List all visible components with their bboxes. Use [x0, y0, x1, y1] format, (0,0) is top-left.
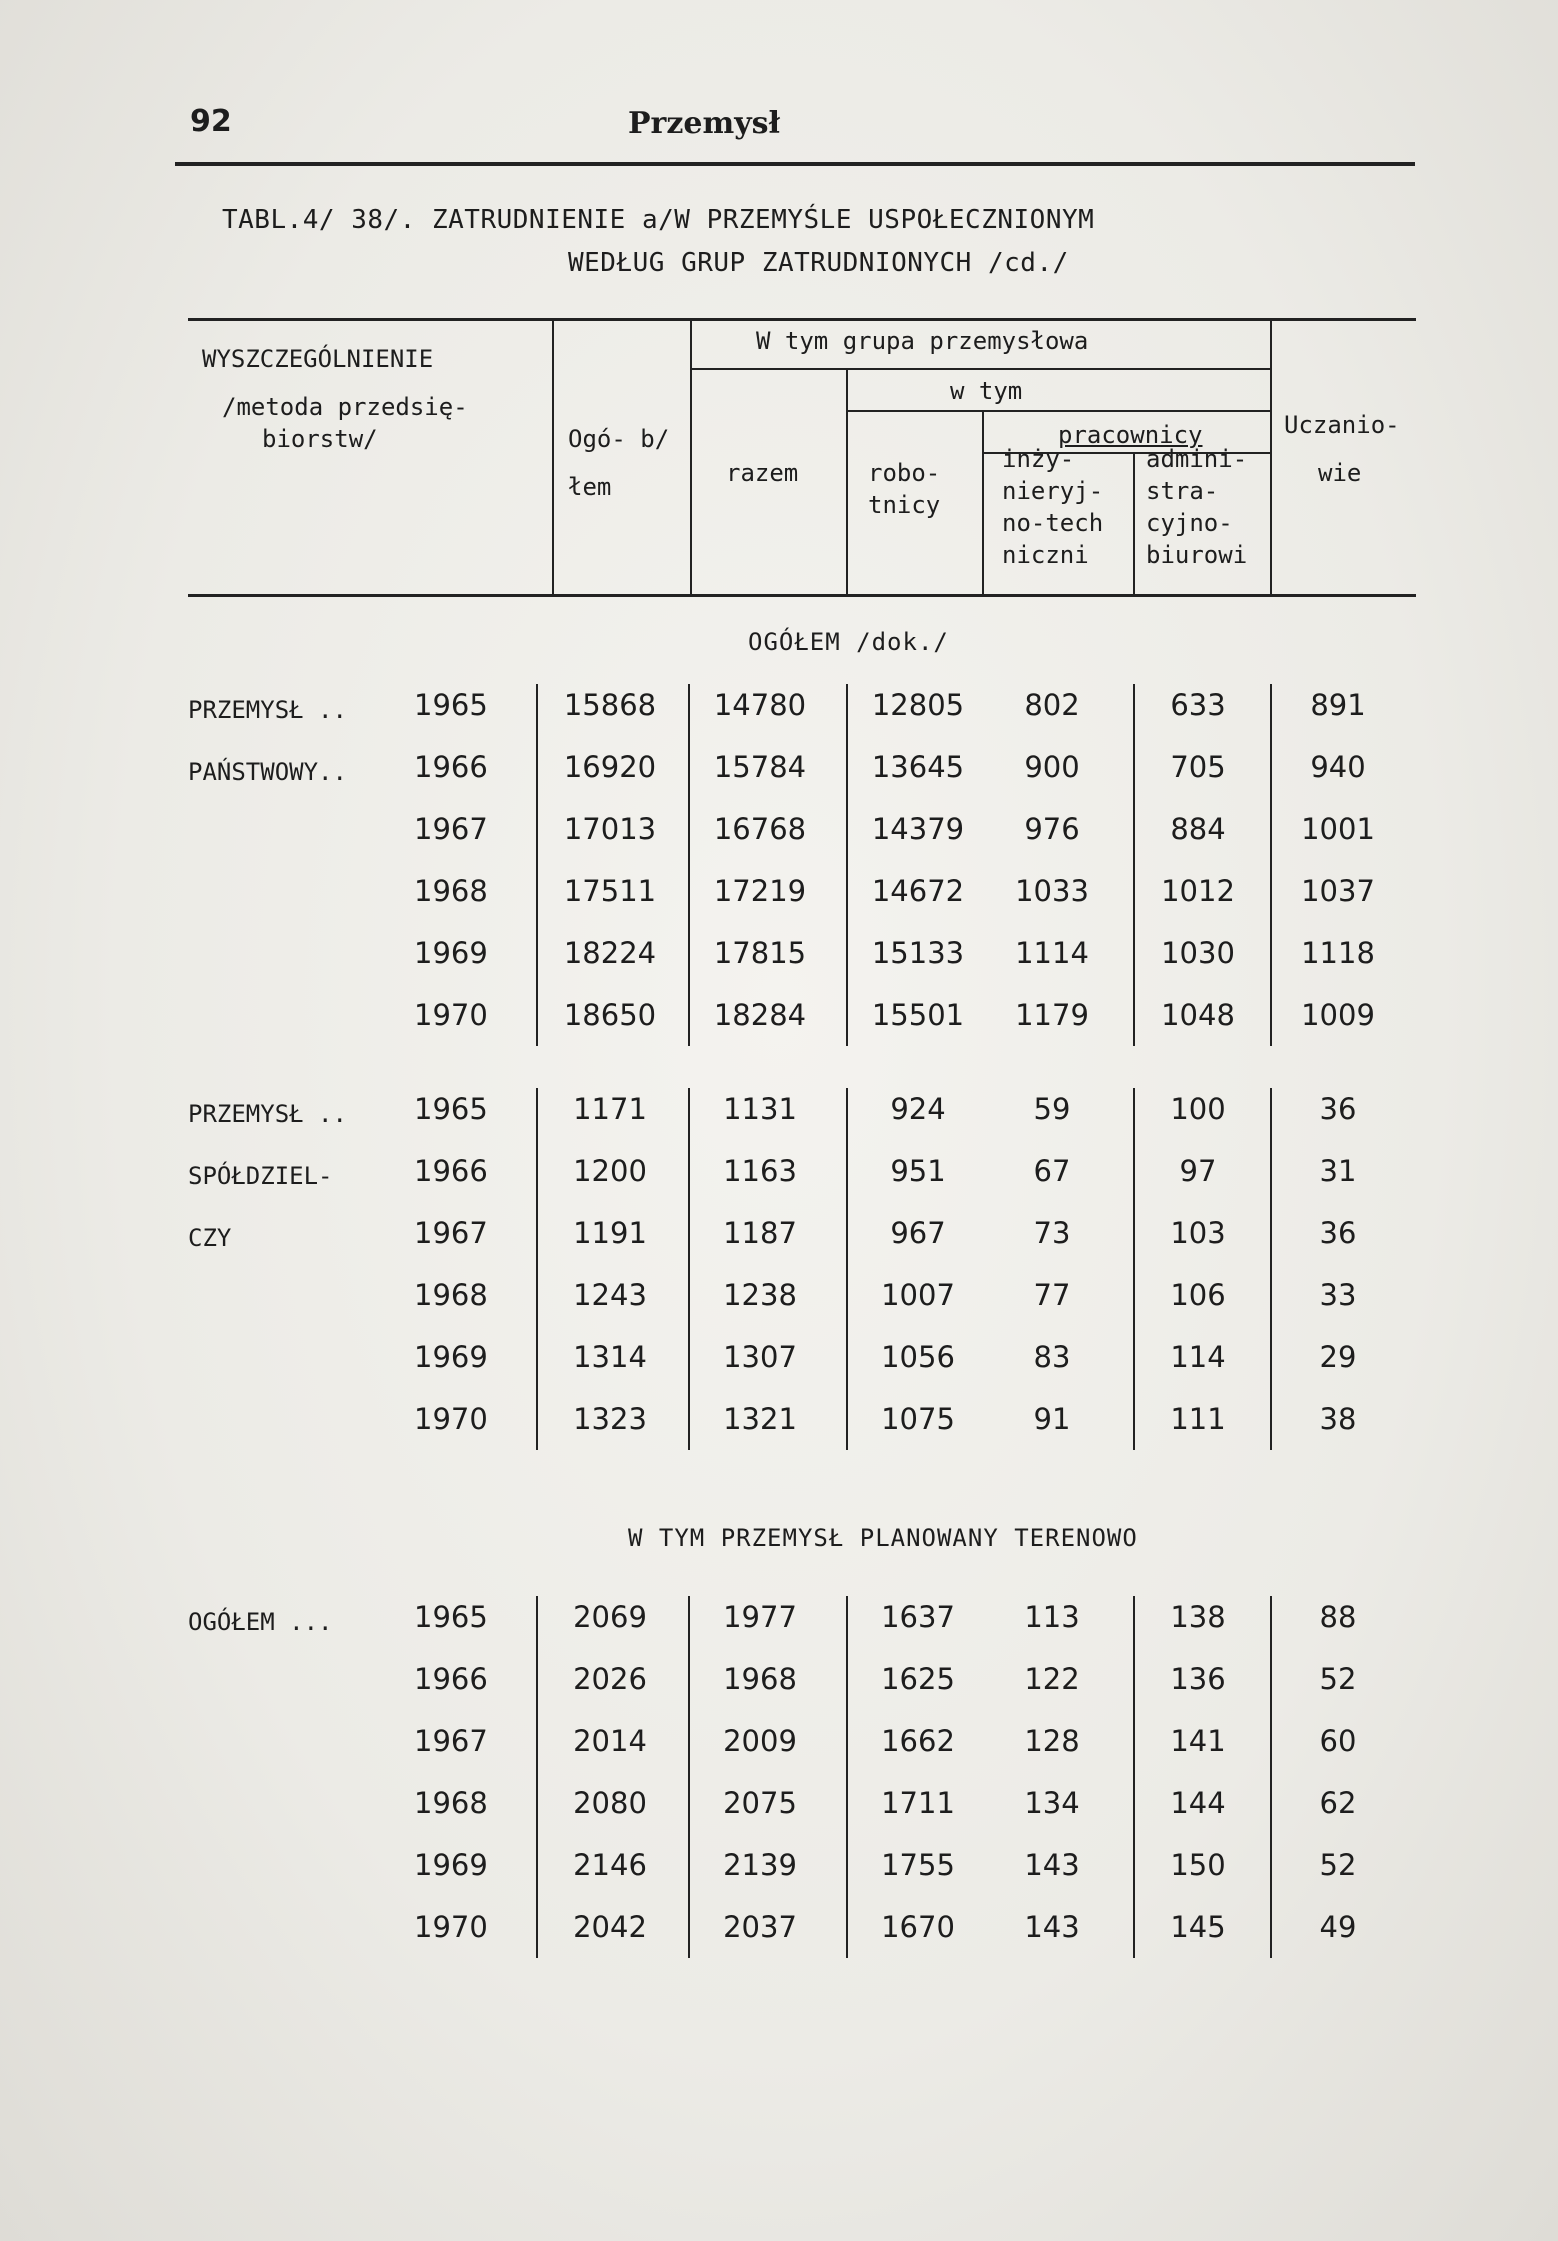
value-cell: 12805 [871, 688, 965, 722]
uczniowie-header-2: wie [1318, 459, 1362, 487]
value-cell: 33 [1319, 1278, 1357, 1312]
value-cell: 144 [1170, 1786, 1226, 1820]
value-cell: 1323 [573, 1402, 647, 1436]
value-cell: 1637 [881, 1600, 955, 1634]
value-cell: 143 [1024, 1848, 1080, 1882]
column-rule [536, 684, 538, 1046]
value-cell: 16768 [713, 812, 807, 846]
value-cell: 1314 [573, 1340, 647, 1374]
year-cell: 1967 [414, 1724, 488, 1758]
group-label: PRZEMYSŁ .. [188, 1100, 347, 1128]
value-cell: 1977 [723, 1600, 797, 1634]
value-cell: 145 [1170, 1910, 1226, 1944]
value-cell: 14780 [713, 688, 807, 722]
value-cell: 2037 [723, 1910, 797, 1944]
value-cell: 1163 [723, 1154, 797, 1188]
column-rule [1133, 684, 1135, 1046]
value-cell: 967 [890, 1216, 946, 1250]
page-number: 92 [190, 104, 232, 139]
razem-header: razem [726, 459, 799, 487]
value-cell: 18284 [713, 998, 807, 1032]
value-cell: 884 [1170, 812, 1226, 846]
value-cell: 17815 [713, 936, 807, 970]
header-divider [552, 320, 554, 594]
uczniowie-header-1: Uczanio- [1284, 411, 1400, 439]
year-cell: 1967 [414, 812, 488, 846]
column-rule [536, 1596, 538, 1958]
value-cell: 1711 [881, 1786, 955, 1820]
header-divider [1133, 452, 1135, 594]
column-rule [688, 1596, 690, 1958]
value-cell: 1670 [881, 1910, 955, 1944]
adm-header-2: stra- [1146, 477, 1219, 505]
header-bottom-rule [188, 594, 1416, 597]
value-cell: 122 [1024, 1662, 1080, 1696]
adm-header-1: admini- [1146, 445, 1248, 473]
value-cell: 940 [1310, 750, 1366, 784]
year-cell: 1965 [414, 1600, 488, 1634]
ogolem-header-2: łem [568, 473, 612, 501]
value-cell: 802 [1024, 688, 1080, 722]
stub-header-2: /metoda przedsię- [222, 393, 468, 421]
value-cell: 88 [1319, 1600, 1357, 1634]
value-cell: 62 [1319, 1786, 1357, 1820]
value-cell: 15501 [871, 998, 965, 1032]
value-cell: 1171 [573, 1092, 647, 1126]
value-cell: 1007 [881, 1278, 955, 1312]
group-label: PRZEMYSŁ .. [188, 696, 347, 724]
header-divider [982, 412, 984, 594]
column-rule [1270, 1088, 1272, 1450]
table-title-line1: TABL.4/ 38/. ZATRUDNIENIE a/W PRZEMYŚLE USPOŁECZNIONYM [222, 205, 1095, 235]
value-cell: 31 [1319, 1154, 1357, 1188]
group-label: SPÓŁDZIEL- [188, 1162, 333, 1190]
value-cell: 17013 [563, 812, 657, 846]
value-cell: 91 [1033, 1402, 1071, 1436]
value-cell: 17511 [563, 874, 657, 908]
value-cell: 14672 [871, 874, 965, 908]
value-cell: 60 [1319, 1724, 1357, 1758]
value-cell: 1243 [573, 1278, 647, 1312]
value-cell: 16920 [563, 750, 657, 784]
stub-header-1: WYSZCZEGÓLNIENIE [202, 345, 434, 373]
value-cell: 1179 [1015, 998, 1089, 1032]
column-rule [1133, 1596, 1135, 1958]
value-cell: 1307 [723, 1340, 797, 1374]
value-cell: 106 [1170, 1278, 1226, 1312]
value-cell: 1200 [573, 1154, 647, 1188]
header-divider [846, 370, 848, 594]
robotnicy-header-2: tnicy [868, 491, 941, 519]
value-cell: 59 [1033, 1092, 1071, 1126]
value-cell: 36 [1319, 1092, 1357, 1126]
value-cell: 705 [1170, 750, 1226, 784]
inz-header-1: inży- [1002, 445, 1075, 473]
value-cell: 100 [1170, 1092, 1226, 1126]
value-cell: 1625 [881, 1662, 955, 1696]
ogolem-header-1: Ogó- b/ [568, 425, 670, 453]
value-cell: 143 [1024, 1910, 1080, 1944]
value-cell: 15133 [871, 936, 965, 970]
value-cell: 111 [1170, 1402, 1226, 1436]
value-cell: 2014 [573, 1724, 647, 1758]
value-cell: 103 [1170, 1216, 1226, 1250]
value-cell: 891 [1310, 688, 1366, 722]
value-cell: 1048 [1161, 998, 1235, 1032]
page-title: Przemysł [628, 106, 781, 141]
adm-header-4: biurowi [1146, 541, 1248, 569]
value-cell: 924 [890, 1092, 946, 1126]
value-cell: 97 [1179, 1154, 1217, 1188]
value-cell: 1056 [881, 1340, 955, 1374]
header-divider [1270, 320, 1272, 594]
value-cell: 113 [1024, 1600, 1080, 1634]
year-cell: 1965 [414, 688, 488, 722]
inz-header-2: nieryj- [1002, 477, 1104, 505]
value-cell: 1755 [881, 1848, 955, 1882]
value-cell: 1033 [1015, 874, 1089, 908]
value-cell: 2026 [573, 1662, 647, 1696]
value-cell: 138 [1170, 1600, 1226, 1634]
value-cell: 2080 [573, 1786, 647, 1820]
column-rule [846, 1596, 848, 1958]
year-cell: 1967 [414, 1216, 488, 1250]
value-cell: 13645 [871, 750, 965, 784]
value-cell: 1187 [723, 1216, 797, 1250]
value-cell: 900 [1024, 750, 1080, 784]
value-cell: 1238 [723, 1278, 797, 1312]
value-cell: 1012 [1161, 874, 1235, 908]
value-cell: 1009 [1301, 998, 1375, 1032]
value-cell: 1662 [881, 1724, 955, 1758]
year-cell: 1968 [414, 1786, 488, 1820]
year-cell: 1966 [414, 750, 488, 784]
year-cell: 1970 [414, 1402, 488, 1436]
value-cell: 17219 [713, 874, 807, 908]
column-rule [1270, 684, 1272, 1046]
year-cell: 1966 [414, 1154, 488, 1188]
value-cell: 633 [1170, 688, 1226, 722]
value-cell: 134 [1024, 1786, 1080, 1820]
value-cell: 1037 [1301, 874, 1375, 908]
pracownicy-header: pracownicy [1058, 421, 1203, 449]
value-cell: 49 [1319, 1910, 1357, 1944]
value-cell: 18224 [563, 936, 657, 970]
value-cell: 976 [1024, 812, 1080, 846]
year-cell: 1966 [414, 1662, 488, 1696]
value-cell: 2139 [723, 1848, 797, 1882]
year-cell: 1969 [414, 1340, 488, 1374]
column-rule [1270, 1596, 1272, 1958]
year-cell: 1968 [414, 874, 488, 908]
year-cell: 1969 [414, 1848, 488, 1882]
column-rule [536, 1088, 538, 1450]
value-cell: 128 [1024, 1724, 1080, 1758]
value-cell: 18650 [563, 998, 657, 1032]
value-cell: 36 [1319, 1216, 1357, 1250]
table-title-line2: WEDŁUG GRUP ZATRUDNIONYCH /cd./ [568, 248, 1069, 278]
value-cell: 2042 [573, 1910, 647, 1944]
header-subrule [690, 368, 1270, 370]
column-rule [846, 1088, 848, 1450]
column-rule [688, 684, 690, 1046]
value-cell: 67 [1033, 1154, 1071, 1188]
header-top-rule [188, 318, 1416, 321]
year-cell: 1965 [414, 1092, 488, 1126]
value-cell: 1131 [723, 1092, 797, 1126]
header-subrule [846, 410, 1270, 412]
value-cell: 951 [890, 1154, 946, 1188]
column-rule [688, 1088, 690, 1450]
year-cell: 1970 [414, 998, 488, 1032]
value-cell: 2146 [573, 1848, 647, 1882]
section-label-planned: W TYM PRZEMYSŁ PLANOWANY TERENOWO [628, 1524, 1138, 1552]
value-cell: 150 [1170, 1848, 1226, 1882]
value-cell: 1001 [1301, 812, 1375, 846]
value-cell: 2075 [723, 1786, 797, 1820]
value-cell: 15868 [563, 688, 657, 722]
value-cell: 83 [1033, 1340, 1071, 1374]
year-cell: 1968 [414, 1278, 488, 1312]
value-cell: 15784 [713, 750, 807, 784]
robotnicy-header-1: robo- [868, 459, 941, 487]
group-label: CZY [188, 1224, 232, 1252]
inz-header-3: no-tech [1002, 509, 1104, 537]
year-cell: 1969 [414, 936, 488, 970]
inz-header-4: niczni [1002, 541, 1089, 569]
adm-header-3: cyjno- [1146, 509, 1233, 537]
value-cell: 1321 [723, 1402, 797, 1436]
value-cell: 1075 [881, 1402, 955, 1436]
value-cell: 38 [1319, 1402, 1357, 1436]
year-cell: 1970 [414, 1910, 488, 1944]
column-rule [1133, 1088, 1135, 1450]
value-cell: 1114 [1015, 936, 1089, 970]
value-cell: 52 [1319, 1662, 1357, 1696]
header-divider [690, 320, 692, 594]
value-cell: 77 [1033, 1278, 1071, 1312]
value-cell: 141 [1170, 1724, 1226, 1758]
value-cell: 73 [1033, 1216, 1071, 1250]
group-label: OGÓŁEM ... [188, 1608, 333, 1636]
w-tym-header: w tym [950, 377, 1023, 405]
value-cell: 114 [1170, 1340, 1226, 1374]
value-cell: 29 [1319, 1340, 1357, 1374]
group-header: W tym grupa przemysłowa [756, 327, 1089, 355]
value-cell: 1191 [573, 1216, 647, 1250]
stub-header-3: biorstw/ [262, 425, 378, 453]
value-cell: 2069 [573, 1600, 647, 1634]
column-rule [846, 684, 848, 1046]
value-cell: 2009 [723, 1724, 797, 1758]
value-cell: 1030 [1161, 936, 1235, 970]
value-cell: 1968 [723, 1662, 797, 1696]
value-cell: 52 [1319, 1848, 1357, 1882]
value-cell: 14379 [871, 812, 965, 846]
group-label: PAŃSTWOWY.. [188, 758, 347, 786]
section-label-total: OGÓŁEM /dok./ [748, 628, 949, 656]
header-rule [175, 162, 1415, 166]
value-cell: 1118 [1301, 936, 1375, 970]
value-cell: 136 [1170, 1662, 1226, 1696]
